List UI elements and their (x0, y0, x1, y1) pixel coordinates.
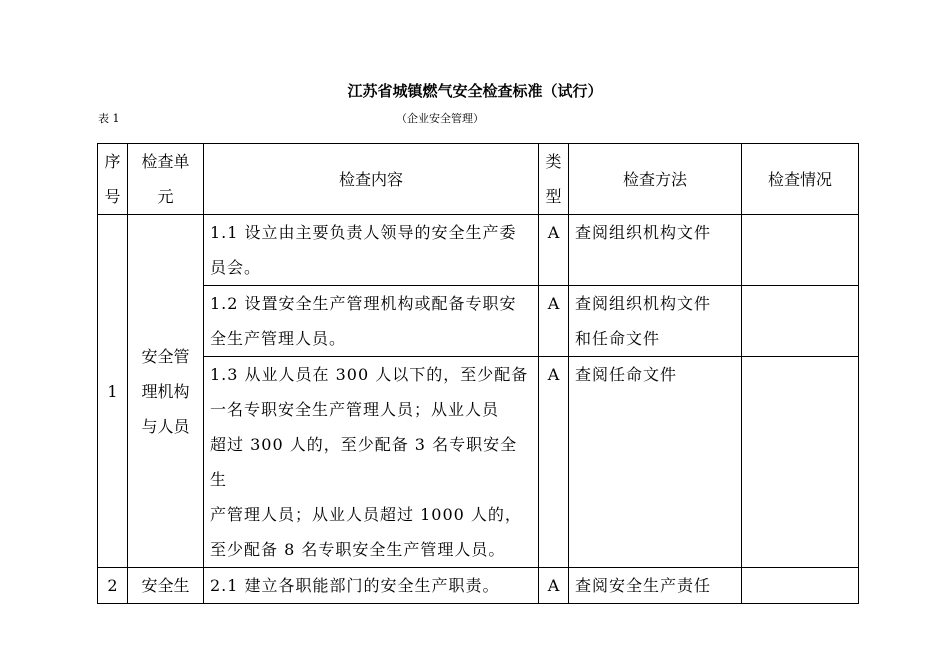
row-content (204, 215, 539, 286)
method-line: 查阅组织机构文件 (575, 294, 712, 313)
content-line: 1.3 从业人员在 300 人以下的，至少配备 (210, 365, 529, 384)
table-label: 表 1 (98, 112, 120, 125)
header-type (539, 144, 569, 215)
row-status[interactable] (742, 215, 859, 286)
header-seq (98, 144, 128, 215)
row-unit-line3: 与人员 (141, 416, 190, 436)
table-row (98, 357, 859, 568)
method-line: 查阅安全生产责任 (575, 576, 712, 595)
table-header-row (98, 144, 859, 215)
row-unit-line2: 理机构 (141, 381, 190, 401)
row-content (204, 357, 539, 568)
header-unit-line2: 元 (157, 187, 174, 206)
row-unit-line1: 安全生 (141, 576, 190, 595)
row-method (569, 215, 742, 286)
row-type: A (539, 568, 569, 604)
table-row (98, 215, 859, 286)
table-row (98, 286, 859, 357)
method-line: 查阅任命文件 (575, 365, 678, 384)
row-content (204, 286, 539, 357)
row-type: A (539, 286, 569, 357)
content-line: 1.2 设置安全生产管理机构或配备专职安 (210, 294, 517, 313)
header-seq-line2: 号 (104, 187, 121, 206)
row-status[interactable] (742, 286, 859, 357)
header-method: 检查方法 (569, 144, 742, 215)
row-unit (128, 215, 204, 568)
row-method (569, 568, 742, 604)
content-line: 全生产管理人员。 (210, 329, 347, 348)
content-line: 产管理人员；从业人员超过 1000 人的， (210, 505, 522, 524)
row-content (204, 568, 539, 604)
content-line: 员会。 (210, 258, 262, 277)
row-seq: 2 (98, 568, 128, 604)
row-status[interactable] (742, 568, 859, 604)
header-unit-line1: 检查单 (141, 152, 190, 171)
content-line: 至少配备 8 名专职安全生产管理人员。 (210, 540, 506, 559)
row-type: A (539, 357, 569, 568)
document-title: 江苏省城镇燃气安全检查标准（试行） (347, 82, 603, 100)
content-line: 一名专职安全生产管理人员；从业人员 (210, 400, 500, 419)
content-line: 2.1 建立各职能部门的安全生产职责。 (210, 576, 500, 595)
header-type-line1: 类 (545, 152, 562, 171)
method-line: 和任命文件 (575, 329, 661, 348)
row-method (569, 357, 742, 568)
header-content: 检查内容 (204, 144, 539, 215)
header-unit (128, 144, 204, 215)
row-unit (128, 568, 204, 604)
header-type-line2: 型 (545, 187, 562, 206)
content-line: 1.1 设立由主要负责人领导的安全生产委 (210, 223, 517, 242)
inspection-standard-table (97, 143, 859, 604)
header-seq-line1: 序 (104, 152, 121, 171)
header-status: 检查情况 (742, 144, 859, 215)
table-row (98, 568, 859, 604)
row-status[interactable] (742, 357, 859, 568)
row-seq: 1 (98, 215, 128, 568)
document-subtitle: （企业安全管理） (396, 112, 484, 125)
row-unit-line1: 安全管 (141, 346, 190, 366)
method-line: 查阅组织机构文件 (575, 223, 712, 242)
content-line: 超过 300 人的，至少配备 3 名专职安全生 (210, 435, 518, 489)
row-method (569, 286, 742, 357)
row-type: A (539, 215, 569, 286)
